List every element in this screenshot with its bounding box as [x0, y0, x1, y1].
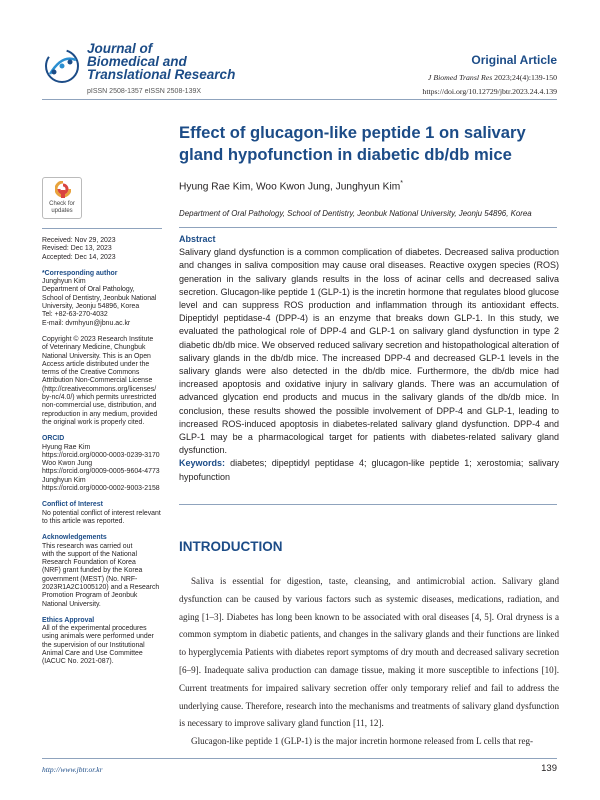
abstract [179, 233, 559, 484]
abstract-divider [179, 504, 557, 505]
journal-name: Journal of Biomedical and Translational Research [87, 41, 236, 82]
copyright-block: Copyright © 2023 Research Institute of Veterinary Medicine, Chungbuk National University. This is an Open Access article distributed under the terms of the Creative Commons Attribution Non-Commercial License (http://creativecommons.org/licenses/ by-nc/4.0/) which permits unrestricted non-commercial use, distribution, and reproduction in any medium, provided the original work is properly cited. [42, 335, 158, 426]
header-divider [42, 99, 557, 100]
abstract-heading: Abstract [179, 234, 216, 244]
orcid-link[interactable]: https://orcid.org/0000-0003-0239-3170 [42, 451, 160, 459]
keywords: Keywords: diabetes; dipeptidyl peptidase 4; glucagon-like peptide 1; xerostomia; salivary hypofunction [179, 458, 559, 482]
footer-url[interactable]: http://www.jbtr.or.kr [42, 765, 103, 774]
author-list: Hyung Rae Kim, Woo Kwon Jung, Junghyun Kim* [179, 180, 403, 193]
article-title: Effect of glucagon-like peptide 1 on salivary gland hypofunction in diabetic db/db mice [179, 123, 526, 164]
paragraph: Saliva is essential for digestion, taste, cleansing, and antimicrobial action. Salivary gland dysfunction can be caused by various factors such as systemic diseases, medications, radiation, and aging [1–3]. Diabetes has long been known to be associated with oral diseases [4, 5]. Oral dryness is a common symptom in diabetic patients, and changes in the salivary glands and their functions are linked to hyperglycemia Patients with diabetes report symptoms of dry mouth and decreased salivary secretion [6–9]. Inadequate saliva production can damage tissue, making it more susceptible to infections [10]. Current treatments for impaired salivary secretion offer only temporary relief and fail to address the underlying cause. Therefore, research into the mechanisms and treatments of salivary gland dysfunction is necessary to improve salivary gland function [11, 12]. [179, 576, 559, 729]
check-for-updates-icon [55, 181, 71, 199]
journal-logo-icon [42, 46, 82, 86]
footer-divider [42, 758, 557, 759]
citation: J Biomed Transl Res 2023;24(4):139-150 [427, 73, 557, 82]
dates-block: Received: Nov 29, 2023 Revised: Dec 13, 2023 Accepted: Dec 14, 2023 [42, 237, 116, 261]
sidebar [42, 237, 168, 675]
acknowledgements-block: Acknowledgements This research was carried out with the support of the National Research Foundation of Korea (NRF) grant funded by the Korea government (MEST) (No. NRF- 2023R1A2C1005120) and a Research Promotion Program of Jeonbuk National University. [42, 534, 160, 608]
doi-link[interactable]: https://doi.org/10.12729/jbtr.2023.24.4.139 [422, 87, 557, 96]
page-number: 139 [541, 763, 557, 774]
journal-issn: pISSN 2508-1357 eISSN 2508-139X [87, 88, 202, 95]
conflict-block: Conflict of Interest No potential conflict of interest relevant to this article was reported. [42, 501, 161, 525]
corresponding-author-block: *Corresponding author Junghyun Kim Department of Oral Pathology, School of Dentistry, Jeonbuk National University, Jeonju 54896, Korea Tel: +82-63-270-4032 E-mail: dvmhyun@jbnu.ac.kr [42, 270, 168, 328]
ethics-block: Ethics Approval All of the experimental procedures using animals were performed under the supervision of our Institutional Animal Care and Use Committee (IACUC No. 2021-087). [42, 616, 154, 666]
affiliation-divider [179, 227, 557, 228]
orcid-link[interactable]: https://orcid.org/0009-0005-9604-4773 [42, 468, 160, 476]
body-text [179, 573, 559, 751]
author-email-link[interactable]: E-mail: dvmhyun@jbnu.ac.kr [42, 319, 131, 327]
abstract-text: Salivary gland dysfunction is a common complication of diabetes. Decreased saliva production and changes in saliva composition may cause oral diseases. Reactive oxygen species (ROS) generation in the salivary glands results in the loss of acinar cells and decreased saliva secretion. Glucagon-like peptide 1 (GLP-1) is the incretin hormone that regulates blood glucose level and can suppress ROS production and inflammation through its antioxidant effects. Dipeptidyl peptidase-4 (DPP-4) is an enzyme that breaks down GLP-1. In this study, we evaluated the pathological role of DPP-4 and GLP-1 on salivary gland dysfunction in type 2 diabetic db/db mice. We observed reduced salivary secretion and histopathological alteration of salivary glands in the db/db mice. The increased DPP-4 and decreased GLP-1 levels in the salivary glands were also detected in the db/db mice. Furthermore, the db/db mice had increased apoptosis and oxidative injury in salivary glands. There was an accumulation of advanced glycation end products and mucus in the salivary glands of the db/db mice. In conclusion, these results showed the possible involvement of DPP-4 and GLP-1, leading to increased ROS-induced apoptosis in diabetes-related salivary gland dysfunction. DPP-4 and GLP-1 may be a pharmacological target for patients with diabetes-related salivary gland dysfunction. [179, 247, 559, 456]
paragraph: Glucagon-like peptide 1 (GLP-1) is the major incretin hormone released from L cells that reg- [191, 736, 534, 747]
sidebar-divider [42, 228, 162, 229]
orcid-link[interactable]: https://orcid.org/0000-0002-9003-2158 [42, 485, 160, 493]
article-type: Original Article [471, 53, 557, 67]
orcid-block: ORCID Hyung Rae Kim https://orcid.org/0000-0003-0239-3170 Woo Kwon Jung https://orcid.org/0009-0005-9604-4773 Junghyun Kim https://orcid.org/0000-0002-9003-2158 [42, 435, 168, 493]
check-for-updates-badge[interactable]: Check for updates [42, 177, 82, 219]
affiliation: Department of Oral Pathology, School of Dentistry, Jeonbuk National University, Jeonju 54896, Korea [179, 209, 532, 218]
section-heading: INTRODUCTION [179, 539, 283, 554]
